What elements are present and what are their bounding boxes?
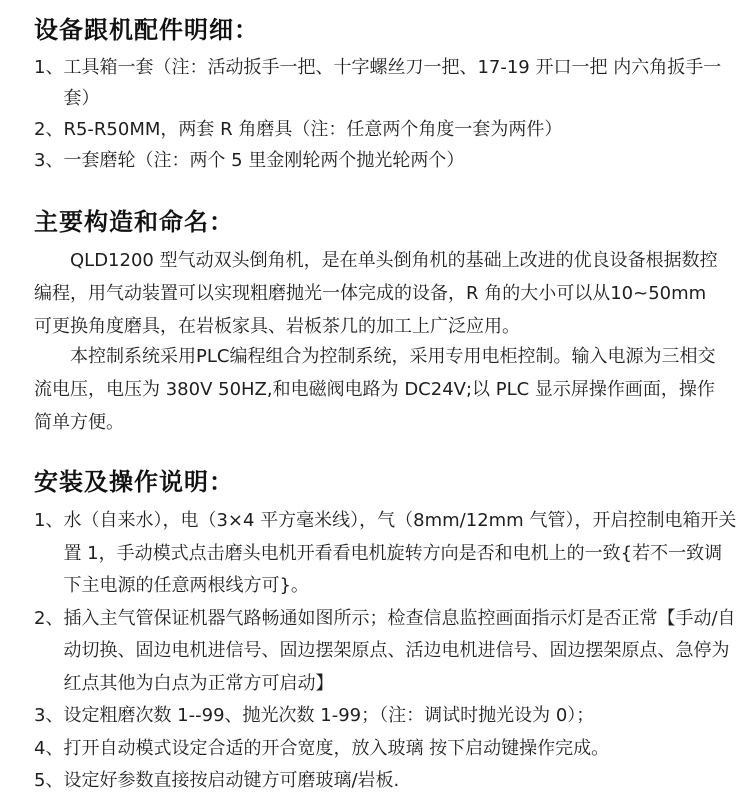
list-item-text: 插入主气管保证机器气路畅通如图所示；检查信息监控画面指示灯是否正常【手动/自动切换、固边电机进信号、固边摆架原点、活边电机进信号、固边摆架原点、急停为红点其他为白点为正常方可启动】 — [63, 607, 736, 694]
list-item-text: 设定粗磨次数 1--99、抛光次数 1-99；（注：调试时抛光设为 0）； — [63, 705, 595, 726]
list-item-number: 3、 — [34, 150, 64, 171]
list-item-number: 3、 — [34, 705, 64, 726]
section-title-accessories: 设备跟机配件明细： — [34, 16, 259, 44]
list-item — [34, 114, 740, 145]
list-item-text: 工具箱一套（注：活动扳手一把、十字螺丝刀一把、17-19 开口一把 内六角扳手一套） — [63, 57, 722, 109]
list-item-text: 打开自动模式设定合适的开合宽度，放入玻璃 按下启动键操作完成。 — [63, 737, 610, 759]
list-item-number: 2、 — [34, 119, 64, 140]
list-item — [34, 700, 740, 733]
installation-steps-list — [34, 505, 740, 798]
section-title-installation: 安装及操作说明： — [34, 468, 234, 496]
list-item — [34, 52, 740, 114]
control-system-paragraph: 本控制系统采用PLC编程组合为控制系统，采用专用电柜控制。输入电源为三相交流电压，电压为 380V 50HZ,和电磁阀电路为 DC24V;以 PLC 显示屏操作画面，操作简单方便。 — [34, 346, 716, 433]
section-title-structure: 主要构造和命名： — [34, 208, 234, 236]
list-item-text: R5-R50MM，两套 R 角磨具（注：任意两个角度一套为两件） — [63, 119, 563, 140]
list-item-text: 水（自来水），电（3×4 平方毫米线），气（8mm/12mm 气管），开启控制电箱开关置 1，手动模式点击磨头电机开看看电机旋转方向是否和电机上的一致{若不一致调下主电源的任意两根线方可}。 — [63, 510, 737, 596]
list-item-number: 1、 — [34, 510, 64, 531]
list-item-number: 4、 — [34, 737, 64, 759]
list-item-number: 1、 — [34, 57, 64, 78]
list-item-number: 5、 — [34, 770, 64, 791]
accessories-list — [34, 52, 740, 176]
structure-paragraph: QLD1200 型气动双头倒角机，是在单头倒角机的基础上改进的优良设备根据数控编程，用气动装置可以实现粗磨抛光一体完成的设备，R 角的大小可以从10~50mm 可更换角度磨具，在岩板家具、岩板茶几的加工上广泛应用。 — [34, 250, 718, 337]
list-item — [34, 733, 740, 766]
list-item — [34, 765, 740, 798]
list-item — [34, 505, 740, 603]
list-item — [34, 603, 740, 701]
list-item — [34, 145, 740, 176]
list-item-text: 一套磨轮（注：两个 5 里金刚轮两个抛光轮两个） — [63, 150, 465, 171]
list-item-text: 设定好参数直接按启动键方可磨玻璃/岩板. — [63, 770, 400, 791]
list-item-number: 2、 — [34, 607, 64, 629]
